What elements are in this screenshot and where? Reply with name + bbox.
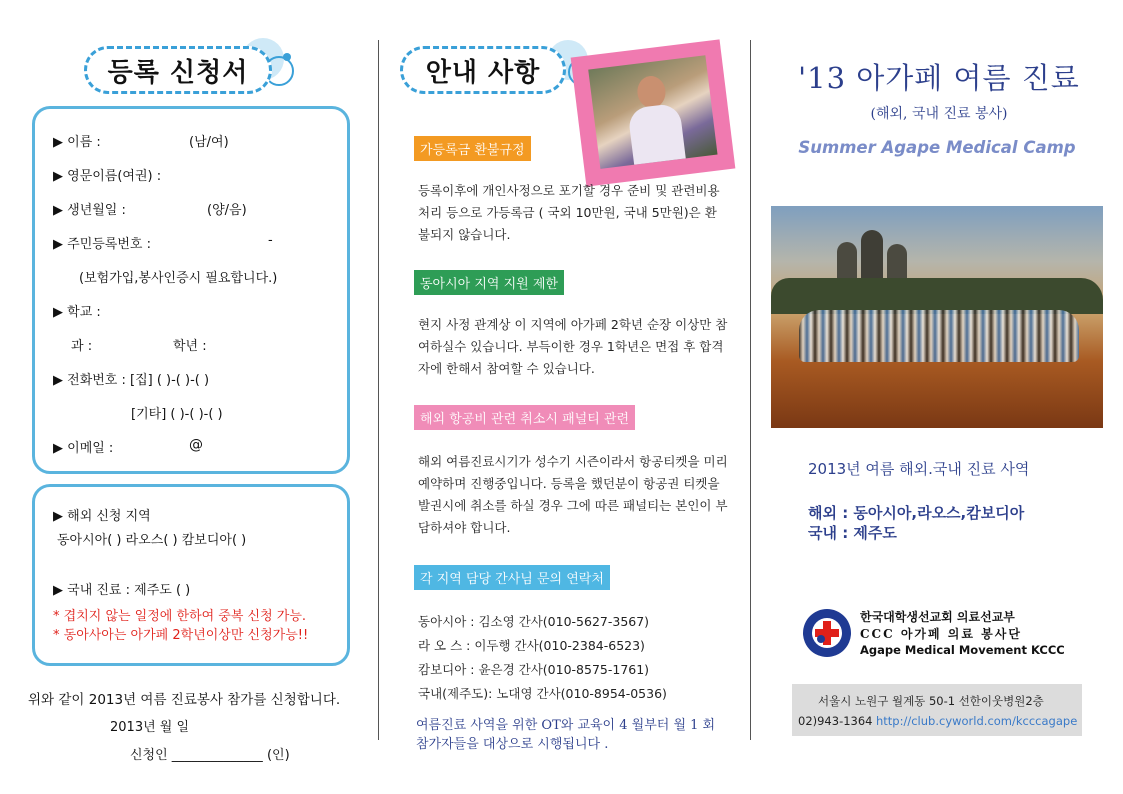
overseas-region-label: ▶ 해외 신청 지역 <box>53 509 151 524</box>
id-number-label: ▶ 주민등록번호 : <box>53 237 151 252</box>
website-link[interactable]: http://club.cyworld.com/kcccagape <box>876 714 1078 728</box>
volunteer-photo-frame <box>571 39 736 186</box>
refund-policy-text: 등록이후에 개인사정으로 포기할 경우 준비 및 관련비용 처리 등으로 가등록금 ( 국외 10만원, 국내 5만원)은 환불되지 않습니다. <box>418 183 720 242</box>
application-date[interactable]: 2013년 월 일 <box>110 720 190 735</box>
department-label: 과 : <box>71 339 93 354</box>
registration-heading <box>80 38 300 98</box>
divider-right <box>750 40 751 740</box>
contact-east-asia: 동아시아 : 김소영 간사(010-5627-3567) <box>418 614 650 629</box>
contact-cambodia: 캄보디아 : 윤은경 간사(010-8575-1761) <box>418 662 650 677</box>
agape-logo <box>802 608 852 658</box>
declaration-text: 위와 같이 2013년 여름 진료봉사 참가를 신청합니다. <box>28 692 341 708</box>
phone-other-field[interactable]: [기타] ( )-( )-( ) <box>131 407 223 422</box>
divider-left <box>378 40 379 740</box>
gender-field[interactable]: (남/여) <box>189 135 229 150</box>
org-name-ccc: CCC 아가페 의료 봉사단 <box>860 627 1022 641</box>
phone-text: 02)943-1364 <box>798 714 873 728</box>
org-name-korean: 한국대학생선교회 의료선교부 <box>860 610 1015 624</box>
phone-home-field[interactable]: ▶ 전화번호 : [집] ( )-( )-( ) <box>53 373 210 388</box>
photo-tree-line <box>771 278 1103 314</box>
cover-title: '13 아가페 여름 진료 <box>798 61 1080 95</box>
id-number-note: (보험가입,봉사인증시 필요합니다.) <box>79 271 278 286</box>
duplicate-apply-note: * 겹치지 않는 일정에 한하여 중복 신청 가능. <box>53 609 307 624</box>
camp-group-photo <box>771 206 1103 428</box>
domestic-destination: 국내 : 제주도 <box>808 524 897 542</box>
grade-label: 학년 : <box>173 339 207 354</box>
school-label: ▶ 학교 : <box>53 305 101 320</box>
airfare-penalty-tag: 해외 항공비 관련 취소시 패널티 관련 <box>414 405 635 430</box>
volunteer-photo <box>588 55 717 169</box>
contact-laos: 라 오 스 : 이두행 간사(010-2384-6523) <box>418 638 645 653</box>
contacts-tag: 각 지역 담당 간사님 문의 연락처 <box>414 565 610 590</box>
address-box <box>792 684 1082 736</box>
info-title: 안내 사항 <box>400 46 566 94</box>
east-asia-eligibility-note: * 동아사아는 아가페 2학년이상만 신청가능!! <box>53 628 309 643</box>
registration-form-box <box>32 106 350 474</box>
name-label: ▶ 이름 : <box>53 135 101 150</box>
contact-domestic: 국내(제주도): 노대영 간사(010-8954-0536) <box>418 686 667 701</box>
cover-subtitle: (해외, 국내 진료 봉사) <box>870 106 1008 122</box>
overseas-destinations: 해외 : 동아시아,라오스,캄보디아 <box>808 504 1025 522</box>
orientation-notice: 여름진료 사역을 위한 OT와 교육이 4 월부터 월 1 회 참가자들을 대상으로 시행됩니다 . <box>416 718 716 752</box>
org-name-english: Agape Medical Movement KCCC <box>860 643 1065 657</box>
applicant-signature[interactable]: 신청인 ______________ (인) <box>130 748 290 763</box>
east-asia-restriction-tag: 동아시아 지역 지원 제한 <box>414 270 564 295</box>
cover-english-title: Summer Agape Medical Camp <box>798 138 1076 157</box>
photo-crowd <box>799 310 1079 362</box>
email-at-sign: @ <box>189 437 203 453</box>
agape-logo-icon <box>802 608 852 658</box>
photo-person-body <box>627 103 685 165</box>
registration-title: 등록 신청서 <box>84 46 272 94</box>
birthdate-label: ▶ 생년월일 : <box>53 203 126 218</box>
region-selection-box <box>32 484 350 666</box>
english-name-label: ▶ 영문이름(여권) : <box>53 169 162 184</box>
id-number-dash: - <box>268 233 273 248</box>
airfare-penalty-text: 해외 여름진료시기가 성수기 시즌이라서 항공티켓을 미리 예약하며 진행중입니다. 등록을 했던분이 항공권 티켓을 발권시에 취소를 하실 경우 그에 따른 패널티는 본인이 부담하셔야 합니다. <box>418 454 728 535</box>
calendar-field[interactable]: (양/음) <box>207 203 247 218</box>
address-text: 서울시 노원구 월계동 50-1 선한이웃병원2층 <box>818 694 1044 708</box>
refund-policy-tag: 가등록금 환불규정 <box>414 136 531 161</box>
domestic-region-option[interactable]: ▶ 국내 진료 : 제주도 ( ) <box>53 583 191 598</box>
info-heading <box>398 38 598 98</box>
east-asia-restriction-text: 현지 사정 관계상 이 지역에 아가페 2학년 순장 이상만 참여하실수 있습니다. 부득이한 경우 1학년은 면접 후 합격자에 한해서 참여할 수 있습니다. <box>418 317 728 376</box>
overseas-region-options[interactable]: 동아시아( ) 라오스( ) 캄보디아( ) <box>57 533 247 548</box>
decor-dot <box>283 53 291 61</box>
email-label: ▶ 이메일 : <box>53 441 114 456</box>
ministry-title: 2013년 여름 해외.국내 진료 사역 <box>808 460 1030 478</box>
